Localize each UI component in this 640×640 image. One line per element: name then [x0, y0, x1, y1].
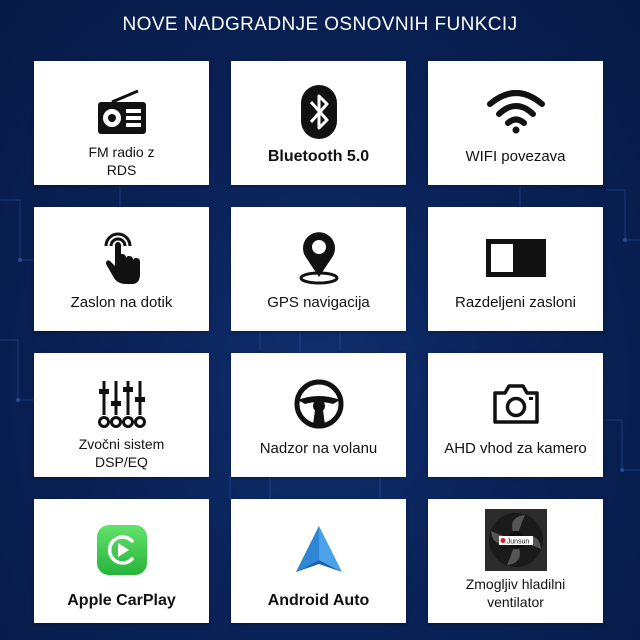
- feature-label: Razdeljeni zasloni: [455, 294, 576, 311]
- map-pin-icon: [297, 229, 341, 287]
- wifi-icon: [487, 83, 545, 141]
- touch-hand-icon: [100, 229, 144, 287]
- feature-label: AHD vhod za kamero: [444, 440, 587, 457]
- apple-carplay-icon: [96, 521, 148, 579]
- feature-card-steering: [231, 353, 406, 477]
- android-auto-icon: [294, 521, 344, 579]
- equalizer-sliders-icon: [96, 375, 148, 433]
- feature-label: Apple CarPlay: [67, 592, 176, 609]
- page-title: NOVE NADGRADNJE OSNOVNIH FUNKCIJ: [122, 14, 518, 35]
- feature-label: Zaslon na dotik: [70, 294, 173, 311]
- feature-card-dsp-eq: [34, 353, 209, 477]
- steering-wheel-icon: [293, 375, 345, 433]
- bluetooth-icon: [300, 83, 338, 141]
- feature-card-cooling-fan: [428, 499, 603, 623]
- feature-label: Nadzor na volanu: [259, 440, 378, 457]
- feature-card-bluetooth: [231, 61, 406, 185]
- feature-label: Zmogljiv hladilni ventilator: [465, 576, 566, 610]
- feature-label: WIFI povezava: [465, 148, 566, 165]
- feature-card-apple-carplay: [34, 499, 209, 623]
- feature-card-ahd-camera: [428, 353, 603, 477]
- cooling-fan-icon: [485, 509, 547, 571]
- feature-label: FM radio z RDS: [88, 144, 155, 178]
- split-screen-icon: [485, 229, 547, 287]
- fan-brand-label: Junsun: [506, 538, 529, 546]
- feature-label: Android Auto: [267, 592, 370, 609]
- feature-card-wifi: [428, 61, 603, 185]
- feature-grid: [34, 61, 604, 623]
- feature-card-fm-radio: [34, 61, 209, 185]
- feature-card-gps: [231, 207, 406, 331]
- feature-card-android-auto: [231, 499, 406, 623]
- radio-icon: [96, 83, 148, 141]
- feature-label: Bluetooth 5.0: [267, 148, 370, 165]
- camera-icon: [491, 375, 541, 433]
- feature-label: Zvočni sistem DSP/EQ: [78, 436, 165, 470]
- feature-card-touch: [34, 207, 209, 331]
- feature-label: GPS navigacija: [267, 294, 370, 311]
- feature-card-split-screen: [428, 207, 603, 331]
